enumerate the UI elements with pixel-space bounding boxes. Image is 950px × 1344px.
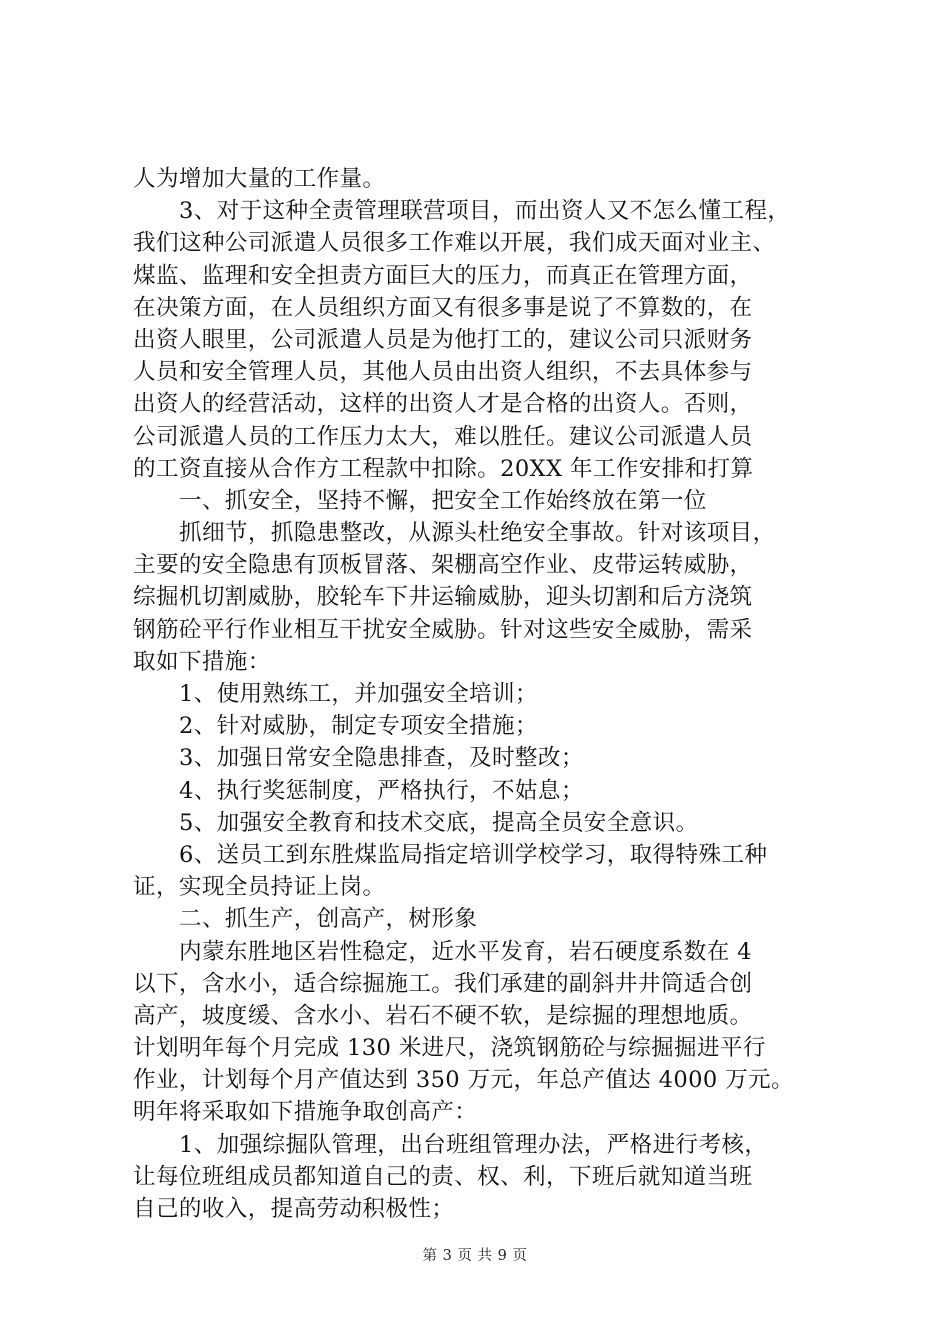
text-line: 取如下措施：	[133, 648, 271, 675]
text-line: 2、针对威胁，制定专项安全措施；	[179, 713, 538, 740]
text-line: 钢筋砼平行作业相互干扰安全威胁。针对这些安全威胁，需采	[133, 616, 753, 643]
text-line: 1、加强综掘队管理，出台班组管理办法，严格进行考核，	[179, 1131, 768, 1158]
text-line: 内蒙东胜地区岩性稳定，近水平发育，岩石硬度系数在 4	[179, 938, 752, 965]
text-line: 自己的收入，提高劳动积极性；	[133, 1196, 455, 1222]
text-line: 以下，含水小，适合综掘施工。我们承建的副斜井井筒适合创	[133, 970, 753, 997]
text-line: 二、抓生产，创高产，树形象	[179, 906, 478, 933]
text-line: 人为增加大量的工作量。	[133, 166, 386, 192]
text-line: 在决策方面，在人员组织方面又有很多事是说了不算数的，在	[133, 294, 753, 321]
document-body	[133, 163, 833, 1225]
text-line: 5、加强安全教育和技术交底，提高全员安全意识。	[179, 809, 699, 836]
text-line: 的工资直接从合作方工程款中扣除。20XX 年工作安排和打算	[133, 455, 754, 482]
text-line: 作业，计划每个月产值达到 350 万元，年总产值达 4000 万元。	[133, 1067, 794, 1094]
text-line: 综掘机切割威胁，胶轮车下井运输威胁，迎头切割和后方浇筑	[133, 584, 753, 611]
page-footer: 第 3 页 共 9 页	[422, 1248, 528, 1264]
text-line: 3、加强日常安全隐患排查，及时整改；	[179, 745, 584, 772]
text-line: 抓细节，抓隐患整改，从源头杜绝安全事故。针对该项目，	[179, 520, 776, 547]
text-line: 煤监、监理和安全担责方面巨大的压力，而真正在管理方面，	[133, 262, 753, 289]
text-line: 证，实现全员持证上岗。	[133, 874, 386, 901]
text-line: 主要的安全隐患有顶板冒落、架棚高空作业、皮带运转威胁，	[133, 552, 753, 579]
text-line: 4、执行奖惩制度，严格执行，不姑息；	[179, 777, 584, 804]
text-line: 计划明年每个月完成 130 米进尺，浇筑钢筋砼与综掘掘进平行	[133, 1035, 766, 1062]
text-line: 我们这种公司派遣人员很多工作难以开展，我们成天面对业主、	[133, 230, 776, 257]
text-line: 出资人眼里，公司派遣人员是为他打工的，建议公司只派财务	[133, 326, 753, 353]
text-line: 6、送员工到东胜煤监局指定培训学校学习，取得特殊工种	[179, 841, 768, 868]
text-line: 1、使用熟练工，并加强安全培训；	[179, 681, 538, 707]
text-line: 明年将采取如下措施争取创高产：	[133, 1099, 478, 1126]
text-line: 公司派遣人员的工作压力太大，难以胜任。建议公司派遣人员	[133, 423, 753, 450]
text-line: 3、对于这种全责管理联营项目，而出资人又不怎么懂工程，	[179, 198, 791, 225]
text-line: 人员和安全管理人员，其他人员由出资人组织，不去具体参与	[133, 359, 753, 386]
text-line: 高产，坡度缓、含水小、岩石不硬不软，是综掘的理想地质。	[133, 1002, 753, 1029]
text-line: 出资人的经营活动，这样的出资人才是合格的出资人。否则，	[133, 391, 753, 418]
text-line: 让每位班组成员都知道自己的责、权、利，下班后就知道当班	[133, 1163, 753, 1190]
text-line: 一、抓安全，坚持不懈，把安全工作始终放在第一位	[179, 487, 707, 514]
